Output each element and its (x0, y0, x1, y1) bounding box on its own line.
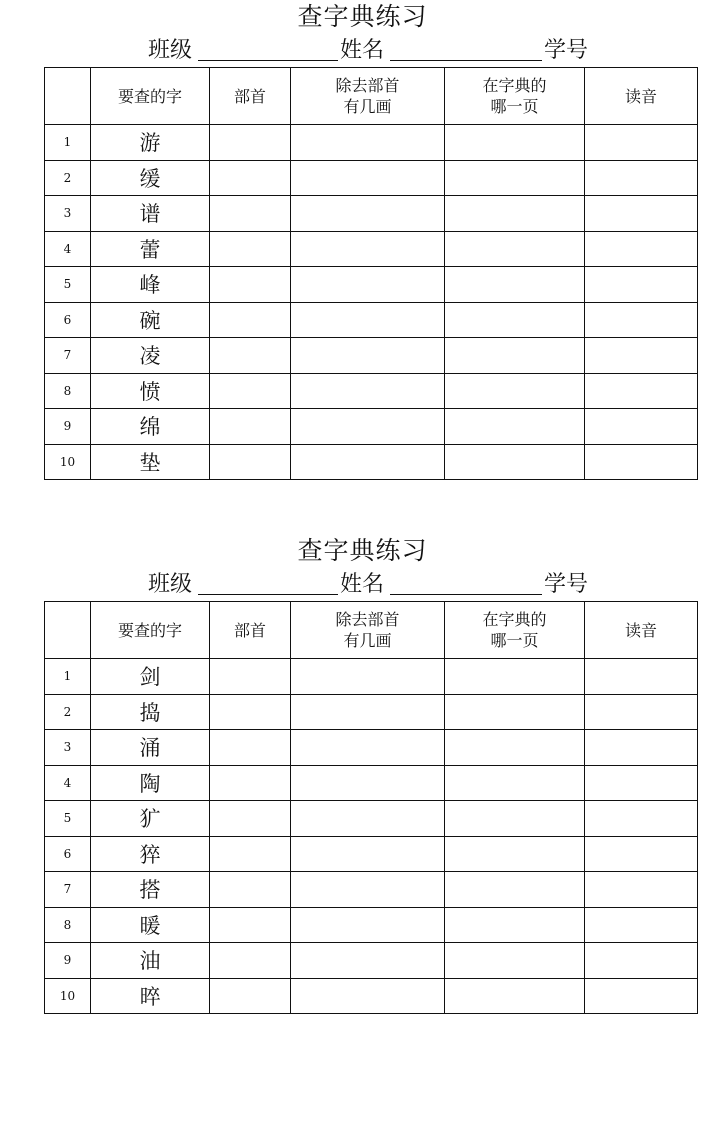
row-number: 5 (45, 267, 91, 303)
page-cell[interactable] (445, 267, 585, 303)
table-row (45, 907, 698, 943)
class-label: 班级 (148, 38, 193, 63)
target-character: 暖 (91, 907, 210, 943)
page-cell[interactable] (445, 943, 585, 979)
table-row (45, 338, 698, 374)
page-cell[interactable] (445, 196, 585, 232)
strokes-cell[interactable] (291, 409, 445, 445)
strokes-cell[interactable] (291, 302, 445, 338)
strokes-cell[interactable] (291, 730, 445, 766)
worksheet-title: 查字典练习 (297, 2, 428, 31)
strokes-cell[interactable] (291, 694, 445, 730)
table-row (45, 836, 698, 872)
page-cell[interactable] (445, 338, 585, 374)
header-num (45, 602, 91, 659)
page-cell[interactable] (445, 801, 585, 837)
page-cell[interactable] (445, 694, 585, 730)
target-character: 晬 (91, 978, 210, 1014)
page-cell[interactable] (445, 659, 585, 695)
pronunciation-cell[interactable] (585, 907, 698, 943)
pronunciation-cell[interactable] (585, 978, 698, 1014)
target-character: 愤 (91, 373, 210, 409)
page-cell[interactable] (445, 836, 585, 872)
target-character: 蕾 (91, 231, 210, 267)
header-page-line2: 哪一页 (490, 97, 539, 116)
page-cell[interactable] (445, 373, 585, 409)
table-row (45, 444, 698, 480)
target-character: 搭 (91, 872, 210, 908)
row-number: 10 (45, 444, 91, 480)
page-cell[interactable] (445, 730, 585, 766)
target-character: 涌 (91, 730, 210, 766)
radical-cell[interactable] (210, 231, 291, 267)
target-character: 碗 (91, 302, 210, 338)
table-row (45, 160, 698, 196)
strokes-cell[interactable] (291, 373, 445, 409)
student-info-line (0, 36, 725, 66)
strokes-cell[interactable] (291, 836, 445, 872)
radical-cell[interactable] (210, 801, 291, 837)
target-character: 游 (91, 125, 210, 161)
row-number: 4 (45, 765, 91, 801)
header-pronunciation: 读音 (585, 602, 698, 659)
page-cell[interactable] (445, 907, 585, 943)
table-header-row (45, 602, 698, 659)
class-label: 班级 (148, 572, 193, 597)
row-number: 7 (45, 338, 91, 374)
row-number: 5 (45, 801, 91, 837)
radical-cell[interactable] (210, 872, 291, 908)
page-cell[interactable] (445, 125, 585, 161)
radical-cell[interactable] (210, 338, 291, 374)
header-radical: 部首 (210, 602, 291, 659)
student-info-line (0, 570, 725, 600)
name-label: 姓名 (340, 572, 385, 597)
strokes-cell[interactable] (291, 338, 445, 374)
name-label: 姓名 (340, 38, 385, 63)
radical-cell[interactable] (210, 444, 291, 480)
strokes-cell[interactable] (291, 659, 445, 695)
pronunciation-cell[interactable] (585, 659, 698, 695)
header-page-line1: 在字典的 (482, 610, 547, 629)
table-row (45, 872, 698, 908)
header-pronunciation: 读音 (585, 68, 698, 125)
header-strokes-line1: 除去部首 (335, 610, 400, 629)
pronunciation-cell[interactable] (585, 338, 698, 374)
table-row (45, 730, 698, 766)
header-char: 要查的字 (91, 68, 210, 125)
radical-cell[interactable] (210, 730, 291, 766)
row-number: 4 (45, 231, 91, 267)
pronunciation-cell[interactable] (585, 231, 698, 267)
pronunciation-cell[interactable] (585, 765, 698, 801)
radical-cell[interactable] (210, 196, 291, 232)
header-strokes (291, 602, 445, 659)
strokes-cell[interactable] (291, 196, 445, 232)
row-number: 8 (45, 907, 91, 943)
name-field[interactable] (390, 60, 542, 61)
target-character: 油 (91, 943, 210, 979)
page-cell[interactable] (445, 231, 585, 267)
target-character: 谱 (91, 196, 210, 232)
radical-cell[interactable] (210, 978, 291, 1014)
target-character: 猝 (91, 836, 210, 872)
header-num (45, 68, 91, 125)
radical-cell[interactable] (210, 409, 291, 445)
pronunciation-cell[interactable] (585, 801, 698, 837)
row-number: 3 (45, 196, 91, 232)
pronunciation-cell[interactable] (585, 267, 698, 303)
table-row (45, 125, 698, 161)
row-number: 3 (45, 730, 91, 766)
strokes-cell[interactable] (291, 978, 445, 1014)
table-row (45, 196, 698, 232)
table-row (45, 231, 698, 267)
strokes-cell[interactable] (291, 444, 445, 480)
header-radical: 部首 (210, 68, 291, 125)
pronunciation-cell[interactable] (585, 196, 698, 232)
radical-cell[interactable] (210, 373, 291, 409)
pronunciation-cell[interactable] (585, 943, 698, 979)
pronunciation-cell[interactable] (585, 125, 698, 161)
header-page (445, 68, 585, 125)
row-number: 8 (45, 373, 91, 409)
dictionary-table (44, 67, 698, 480)
strokes-cell[interactable] (291, 872, 445, 908)
header-strokes-line1: 除去部首 (335, 76, 400, 95)
page-cell[interactable] (445, 872, 585, 908)
table-header-row (45, 68, 698, 125)
table-row (45, 765, 698, 801)
strokes-cell[interactable] (291, 907, 445, 943)
radical-cell[interactable] (210, 943, 291, 979)
header-page (445, 602, 585, 659)
header-strokes (291, 68, 445, 125)
class-field[interactable] (198, 60, 338, 61)
row-number: 9 (45, 409, 91, 445)
table-row (45, 978, 698, 1014)
worksheet-title: 查字典练习 (297, 536, 428, 565)
pronunciation-cell[interactable] (585, 694, 698, 730)
radical-cell[interactable] (210, 907, 291, 943)
header-strokes-line2: 有几画 (343, 97, 392, 116)
table-row (45, 801, 698, 837)
pronunciation-cell[interactable] (585, 872, 698, 908)
row-number: 6 (45, 836, 91, 872)
table-row (45, 267, 698, 303)
page-cell[interactable] (445, 765, 585, 801)
radical-cell[interactable] (210, 302, 291, 338)
pronunciation-cell[interactable] (585, 409, 698, 445)
strokes-cell[interactable] (291, 267, 445, 303)
row-number: 10 (45, 978, 91, 1014)
header-strokes-line2: 有几画 (343, 631, 392, 650)
header-page-line1: 在字典的 (482, 76, 547, 95)
strokes-cell[interactable] (291, 160, 445, 196)
target-character: 剑 (91, 659, 210, 695)
row-number: 2 (45, 694, 91, 730)
page-cell[interactable] (445, 978, 585, 1014)
table-row (45, 659, 698, 695)
row-number: 1 (45, 659, 91, 695)
target-character: 缓 (91, 160, 210, 196)
table-row (45, 694, 698, 730)
strokes-cell[interactable] (291, 943, 445, 979)
page-cell[interactable] (445, 409, 585, 445)
target-character: 陶 (91, 765, 210, 801)
student-id-label: 学号 (544, 572, 589, 597)
strokes-cell[interactable] (291, 765, 445, 801)
table-row (45, 373, 698, 409)
row-number: 9 (45, 943, 91, 979)
strokes-cell[interactable] (291, 231, 445, 267)
class-field[interactable] (198, 594, 338, 595)
radical-cell[interactable] (210, 836, 291, 872)
row-number: 1 (45, 125, 91, 161)
table-row (45, 943, 698, 979)
radical-cell[interactable] (210, 659, 291, 695)
radical-cell[interactable] (210, 694, 291, 730)
pronunciation-cell[interactable] (585, 373, 698, 409)
target-character: 绵 (91, 409, 210, 445)
radical-cell[interactable] (210, 160, 291, 196)
target-character: 犷 (91, 801, 210, 837)
row-number: 2 (45, 160, 91, 196)
target-character: 峰 (91, 267, 210, 303)
target-character: 凌 (91, 338, 210, 374)
header-char: 要查的字 (91, 602, 210, 659)
header-page-line2: 哪一页 (490, 631, 539, 650)
page-cell[interactable] (445, 444, 585, 480)
dictionary-table (44, 601, 698, 1014)
pronunciation-cell[interactable] (585, 730, 698, 766)
radical-cell[interactable] (210, 267, 291, 303)
pronunciation-cell[interactable] (585, 836, 698, 872)
strokes-cell[interactable] (291, 801, 445, 837)
page-cell[interactable] (445, 160, 585, 196)
table-row (45, 302, 698, 338)
student-id-label: 学号 (544, 38, 589, 63)
radical-cell[interactable] (210, 125, 291, 161)
pronunciation-cell[interactable] (585, 444, 698, 480)
pronunciation-cell[interactable] (585, 160, 698, 196)
target-character: 垫 (91, 444, 210, 480)
name-field[interactable] (390, 594, 542, 595)
table-row (45, 409, 698, 445)
row-number: 7 (45, 872, 91, 908)
target-character: 捣 (91, 694, 210, 730)
row-number: 6 (45, 302, 91, 338)
page-cell[interactable] (445, 302, 585, 338)
strokes-cell[interactable] (291, 125, 445, 161)
radical-cell[interactable] (210, 765, 291, 801)
pronunciation-cell[interactable] (585, 302, 698, 338)
